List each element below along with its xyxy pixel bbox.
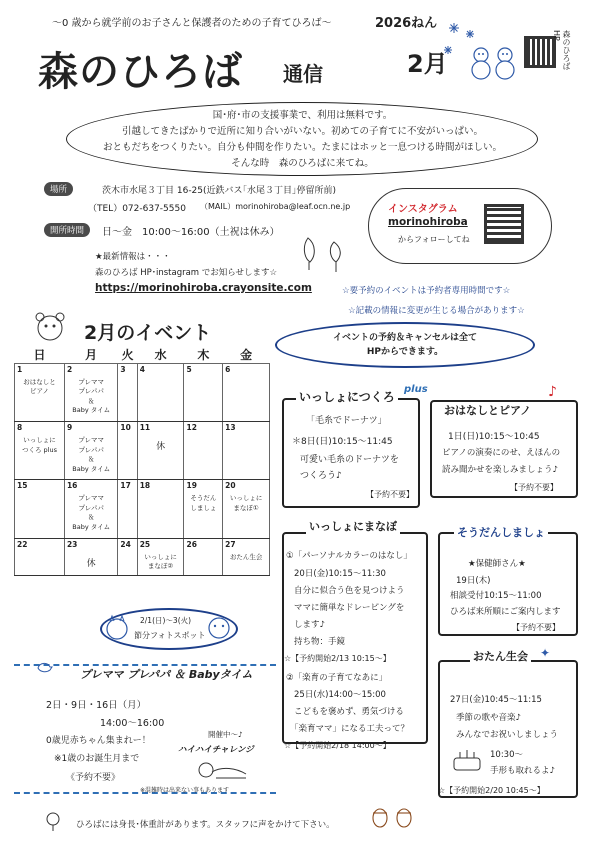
manabo-title: いっしょにまなぼ [306, 518, 400, 534]
calendar-day-number: 11 [139, 423, 151, 433]
events-heading: 2月のイベント [84, 322, 212, 344]
calendar-day-number: 9 [66, 423, 73, 433]
calendar-day-number: 25 [139, 539, 151, 549]
calendar-day-number: 24 [120, 539, 131, 549]
soudan-title: そうだんしましょ [454, 524, 548, 540]
setsubun-dates: 2/1(日)～3(火) [140, 616, 192, 625]
leaf-icon [300, 232, 356, 276]
tel-text[interactable]: （TEL）072-637-5550 [88, 204, 186, 214]
place-text: 茨木市水尾３丁目 16-25(近鉄バス｢水尾３丁目｣停留所前) [102, 186, 337, 196]
manabo-t2: ②「楽育の子育てなあに」 [286, 673, 388, 683]
calendar-event-note: いっしょに [144, 552, 177, 561]
calendar-day-cell [64, 480, 117, 538]
calendar-event-note: ピアノ [29, 387, 49, 396]
calendar-day-number: 17 [120, 481, 131, 491]
notice-reserve: ☆要予約のイベントは予約者専用時間です☆ [342, 286, 511, 296]
tsukuro-time: ＊8日(日)10:15～11:45 [292, 437, 393, 447]
prebaby-line1: 0歳児赤ちゃん集まれー！ [46, 736, 151, 746]
calendar-event-note: プレママ [78, 494, 105, 503]
calendar-day-number: 16 [66, 481, 78, 491]
party-icon: ✦ [540, 646, 551, 660]
baby-icon [196, 760, 252, 782]
hp-url-link[interactable]: https://morinohiroba.crayonsite.com [95, 282, 312, 294]
calendar-day-cell [118, 480, 137, 538]
calendar-event-note: プレパパ [78, 445, 104, 454]
calendar-day-cell [64, 422, 117, 480]
prebaby-dates: 2日・9日・16日（月） [46, 700, 147, 711]
calendar-day-number: 4 [139, 365, 145, 374]
instagram-handle[interactable]: morinohiroba [388, 216, 468, 228]
page-title: 森のひろば [38, 49, 243, 95]
calendar-week-row [15, 538, 270, 575]
calendar-event-note: ＆ [87, 396, 95, 405]
birthday-title: おたん生会 [470, 648, 531, 664]
footer-text: ひろばには身長･体重計があります。スタッフに声をかけて下さい。 [76, 820, 335, 830]
manabo-t1-res: ☆【予約開始2/13 10:15～】 [284, 654, 391, 663]
calendar-event-note: 休 [86, 558, 96, 569]
calendar-day-cell [223, 480, 270, 538]
piano-time: 1日(日)10:15～10:45 [448, 432, 540, 442]
tagline: 〜0 歳から就学前のお子さんと保護者のための子育てひろば〜 [52, 18, 332, 29]
oni-icon [104, 614, 130, 642]
calendar-day-number: 6 [225, 365, 231, 374]
event-calendar [14, 346, 270, 576]
calendar-event-note: おたん生会 [229, 552, 263, 561]
weekday-header: 金 [240, 348, 253, 362]
calendar-day-number: 22 [17, 539, 28, 549]
calendar-day-cell [137, 480, 184, 538]
calendar-day-cell [15, 364, 65, 422]
calendar-event-note: いっしょに [229, 494, 263, 503]
reservation-line: HPからできます。 [366, 347, 444, 357]
title-area [38, 40, 338, 95]
prebaby-nores: 《予約不要》 [66, 773, 121, 783]
calendar-day-number: 26 [186, 539, 197, 549]
calendar-event-note: しましょ [190, 503, 217, 512]
hours-label: 開所時間 [44, 223, 90, 237]
calendar-event-note: Baby タイム [72, 406, 111, 415]
snowman-icon [468, 46, 520, 80]
calendar-day-number: 5 [186, 365, 192, 374]
hp-qr-label: 森のひろばHP [552, 30, 571, 70]
tsukuro-desc2: つくろう♪ [300, 471, 342, 481]
reservation-text [285, 331, 525, 359]
calendar-day-number: 20 [225, 481, 236, 491]
soudan-desc: ひろば来所順にご案内します [450, 607, 561, 617]
calendar-event-note: つくろ plus [21, 445, 57, 454]
weekday-header: 月 [85, 348, 98, 362]
hours-text: 日～金 10:00～16:00（土祝は休み） [102, 227, 280, 238]
calendar-event-note: プレパパ [78, 387, 104, 396]
manabo-t1: ①「パーソナルカラーのはなし」 [286, 551, 412, 561]
calendar-day-cell [184, 422, 223, 480]
calendar-day-number: 2 [66, 365, 73, 374]
manabo-t2-desc1: こどもを褒めず、勇気づける [294, 707, 404, 717]
birthday-desc2: みんなでお祝いしましょう [456, 730, 559, 740]
birthday-time: 27日(金)10:45～11:15 [450, 695, 542, 705]
calendar-week-row [15, 422, 270, 480]
manabo-t1-time: 20日(金)10:15～11:30 [294, 569, 386, 579]
calendar-event-note: 休 [156, 442, 166, 453]
latest-line2: 森のひろば HP･instagram でお知らせします☆ [95, 268, 278, 278]
intro-line: 引越してきたばかりで近所に知り合いがいない。初めての子育てに不安がいっぱい。 [121, 126, 483, 137]
prebaby-tag1: 開催中～♪ [208, 730, 243, 739]
intro-line: 国･府･市の支援事業で、利用は無料です。 [212, 110, 393, 121]
calendar-event-note: プレママ [78, 378, 105, 386]
calendar-week-row [15, 480, 270, 538]
manabo-t1-bring: 持ち物：手鏡 [294, 637, 346, 647]
weekday-header: 日 [33, 348, 46, 362]
calendar-day-number: 23 [66, 539, 78, 549]
soudan-time: 相談受付10:15～11:00 [450, 591, 542, 601]
intro-line: おともだちをつくりたい。自分も仲間を作りたい。たまにはホッと一息つける時間がほしい。 [102, 142, 502, 153]
year-label: 2026ねん [375, 16, 438, 31]
calendar-day-cell [64, 364, 117, 422]
calendar-day-number: 12 [186, 423, 197, 433]
calendar-day-cell [15, 538, 65, 575]
prebaby-time: 14:00～16:00 [100, 718, 165, 729]
calendar-day-number: 27 [225, 539, 236, 549]
piano-desc2: 読み聞かせを楽しみましょう♪ [442, 465, 558, 475]
calendar-day-cell [184, 480, 223, 538]
calendar-event-note: ＆ [87, 513, 95, 522]
calendar-event-note: おはなしと [23, 378, 56, 386]
calendar-day-cell [223, 422, 270, 480]
calendar-day-number: 10 [120, 423, 131, 433]
acorn-icon [370, 804, 416, 830]
calendar-day-cell [118, 422, 137, 480]
latest-line1: ★最新情報は・・・ [95, 252, 171, 262]
intro-line: そんな時 森のひろばに来てね。 [231, 158, 374, 169]
setsubun-label: 節分フォトスポット [134, 631, 206, 640]
manabo-t1-desc3: します♪ [294, 620, 325, 630]
calendar-day-cell [184, 538, 223, 575]
instagram-follow: からフォローしてね [398, 235, 470, 244]
calendar-day-number: 18 [139, 481, 151, 491]
prebaby-line2: ※1歳のお誕生月まで [54, 754, 140, 764]
calendar-day-cell [223, 538, 270, 575]
prebaby-small-note: ※混雑時は出来ない事もあります [140, 787, 230, 794]
calendar-event-note: Baby タイム [72, 522, 111, 531]
calendar-day-number: 1 [17, 365, 23, 374]
soudan-who: ★保健師さん★ [468, 559, 526, 569]
calendar-event-note: Baby タイム [72, 464, 111, 473]
page-subtitle: 通信 [283, 62, 323, 86]
calendar-day-cell [118, 538, 137, 575]
soudan-nores: 【予約不要】 [512, 623, 560, 632]
manabo-t1-desc2: ママに簡単なドレーピングを [294, 603, 405, 613]
tsukuro-plus: plus [404, 384, 428, 395]
intro-text [80, 108, 525, 172]
tree-icon [44, 812, 62, 832]
manabo-t1-desc1: 自分に似合う色を見つけよう [294, 586, 405, 596]
mail-text[interactable]: （MAIL）morinohiroba@leaf.ocn.ne.jp [200, 202, 351, 211]
cake-icon [450, 744, 484, 774]
manabo-t2-desc2: 「楽育ママ」になる工夫って？ [290, 724, 410, 734]
calendar-day-cell [118, 364, 137, 422]
birthday-res: ☆【予約開始2/20 10:45～】 [438, 786, 545, 795]
calendar-day-number: 3 [120, 365, 126, 374]
calendar-day-cell [137, 422, 184, 480]
weekday-header: 水 [154, 348, 167, 362]
tsukuro-title: いっしょにつくろ [296, 388, 398, 405]
instagram-qr-code[interactable] [484, 204, 524, 244]
instagram-label: インスタグラム [388, 204, 458, 215]
place-label: 場所 [44, 182, 73, 196]
tsukuro-topic: 「毛糸でドーナツ」 [306, 416, 387, 426]
calendar-day-cell [64, 538, 117, 575]
bear-icon [28, 308, 74, 348]
calendar-day-cell [184, 364, 223, 422]
piano-desc1: ピアノの演奏にのせ、えほんの [442, 448, 561, 458]
tsukuro-desc1: 可愛い毛糸のドーナツを [300, 455, 399, 465]
mask-icon [206, 614, 232, 642]
calendar-day-cell [137, 538, 184, 575]
calendar-day-number: 13 [225, 423, 236, 433]
calendar-event-note: ＆ [87, 455, 95, 464]
music-note-icon: ♪ [548, 384, 557, 400]
piano-title: おはなしとピアノ [444, 404, 532, 417]
calendar-day-cell [137, 364, 184, 422]
calendar-event-note: プレママ [78, 436, 105, 445]
prebaby-title: プレママ プレパパ ＆ Babyタイム [80, 668, 253, 681]
calendar-week-row [15, 364, 270, 422]
calendar-day-cell [223, 364, 270, 422]
manabo-t2-res: ☆【予約開始2/18 14:00～】 [284, 741, 391, 750]
calendar-day-cell [15, 480, 65, 538]
calendar-day-cell [15, 422, 65, 480]
weekday-header: 木 [197, 348, 210, 362]
birthday-desc3: 10:30～ [490, 750, 523, 760]
tsukuro-nores: 【予約不要】 [366, 490, 414, 499]
piano-nores: 【予約不要】 [510, 483, 558, 492]
calendar-event-note: プレパパ [78, 503, 104, 512]
calendar-event-note: まなぼ② [147, 562, 174, 571]
calendar-day-number: 19 [186, 481, 197, 491]
reservation-line: イベントの予約＆キャンセルは全て [332, 333, 477, 343]
calendar-event-note: そうだん [190, 494, 217, 503]
prebaby-tag2: ハイハイチャレンジ [178, 745, 254, 755]
month-label: 2月 [407, 50, 448, 78]
calendar-day-number: 8 [17, 423, 23, 433]
weekday-header: 火 [121, 348, 134, 362]
calendar-event-note: いっしょに [23, 436, 56, 445]
calendar-event-note: まなぼ① [233, 503, 259, 512]
calendar-day-number: 15 [17, 481, 28, 491]
notice-change: ☆記載の情報に変更が生じる場合があります☆ [348, 306, 525, 316]
birthday-desc4: 手形も取れるよ♪ [490, 766, 555, 776]
manabo-t2-time: 25日(水)14:00～15:00 [294, 690, 386, 700]
duck-icon [36, 660, 54, 674]
soudan-date: 19日(木) [456, 576, 491, 586]
birthday-desc1: 季節の歌や音楽♪ [456, 713, 521, 723]
